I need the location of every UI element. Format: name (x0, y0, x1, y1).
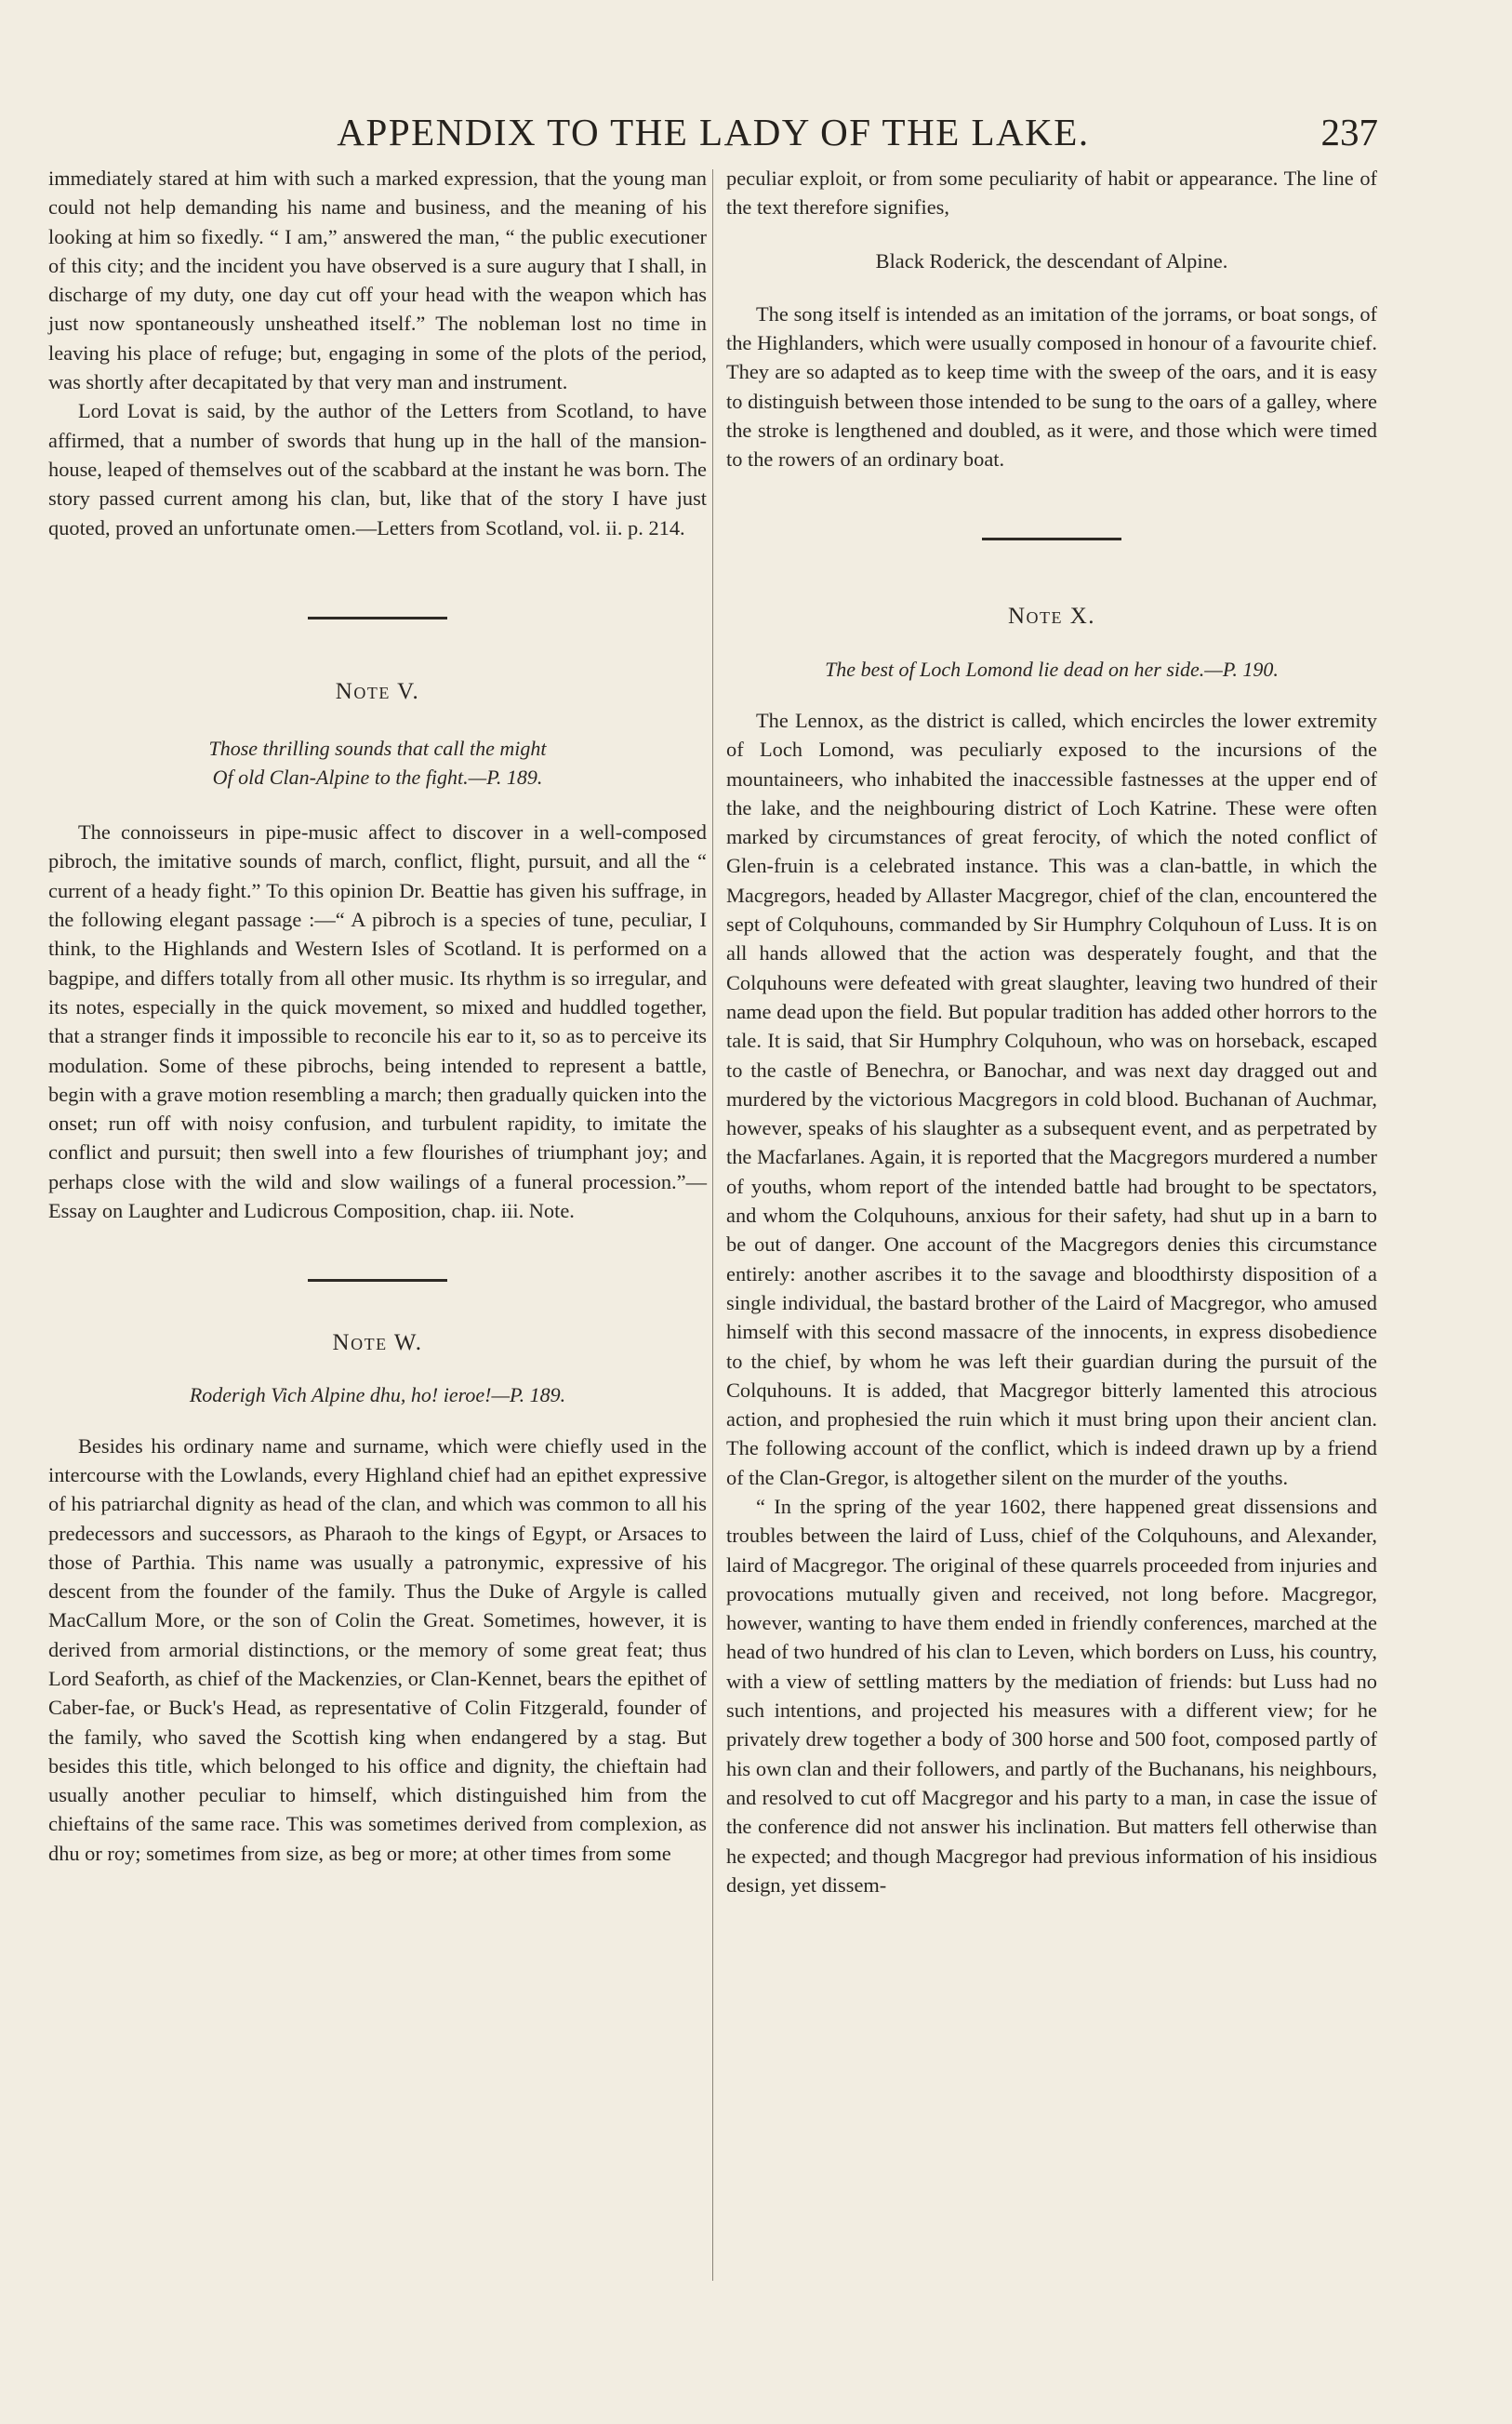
right-paragraph-2: The song itself is intended as an imitation of the jorrams, or boat songs, of the Highlanders, which were usually composed in honour of a favourite chief. They are so adapted as to keep time with the sweep of the oars, and it is easy to distinguish between those intended to be sung to the oars of a galley, where the stroke is lengthened and doubled, as it were, and those which were timed to the rowers of an ordinary boat. (726, 301, 1377, 472)
left-paragraph-1: immediately stared at him with such a marked expression, that the young man could not help demanding his name and business, and the meaning of his looking at him so fixedly. “ I am,” answered the man, “ the public executioner of this city; and the incident you have observed is a sure augury that I shall, in discharge of my duty, one day cut off your head with the weapon which has just now spontaneously unsheathed itself.” The nobleman lost no time in leaving his place of refuge; but, engaging in some of the plots of the period, was shortly after decapitated by that very man and instrument. (48, 166, 707, 394)
column-divider (712, 169, 713, 2281)
note-v-heading: Note V. (335, 678, 420, 704)
right-column (726, 164, 1377, 1899)
right-centered-line: Black Roderick, the descendant of Alpine. (875, 248, 1228, 273)
note-x-heading: Note X. (1007, 603, 1096, 629)
note-v-quote-line-2: Of old Clan-Alpine to the fight.—P. 189. (212, 766, 543, 790)
page-number: 237 (1320, 111, 1378, 153)
note-v-body: The connoisseurs in pipe-music affect to discover in a well-composed pibroch, the imitative sounds of march, conflict, flight, pursuit, and all the “ current of a heady fight.” To this opinion Dr. Beattie has given his suffrage, in the following elegant passage :—“ A pibroch is a species of tune, peculiar, I think, to the Highlands and Western Isles of Scotland. It is performed on a bagpipe, and differs totally from all other music. Its rhythm is so irregular, and its notes, especially in the quick movement, so mixed and huddled together, that a stranger finds it impossible to reconcile his ear to it, so as to perceive its modulation. Some of these pibrochs, being intended to represent a battle, begin with a grave motion resembling a march; then gradually quicken into the onset; run off with noisy confusion, and turbulent rapidity, to imitate the conflict and pursuit; then swell into a few flourishes of triumphant joy; and perhaps close with the wild and slow wailings of a funeral procession.”—Essay on Laughter and Ludicrous Composition, chap. iii. Note. (48, 820, 707, 1223)
right-paragraph-1: peculiar exploit, or from some peculiarity of habit or appearance. The line of the text therefore signifies, (726, 166, 1377, 220)
note-x-body-1: The Lennox, as the district is called, which encircles the lower extremity of Loch Lomond, was peculiarly exposed to the incursions of the mountaineers, who inhabited the inaccessible fastnesses at the upper end of the lake, and the neighbouring district of Loch Katrine. These were often marked by circumstances of great ferocity, of which the noted conflict of Glen-fruin is a celebrated instance. This was a clan-battle, in which the Macgregors, headed by Allaster Macgregor, chief of the clan, encountered the sept of Colquhouns, commanded by Sir Humphry Colquhoun of Luss. It is on all hands allowed that the action was desperately fought, and that the Colquhouns were defeated with great slaughter, leaving two hundred of their name dead upon the field. But popular tradition has added other horrors to the tale. It is said, that Sir Humphry Colquhoun, who was on horseback, escaped to the castle of Benechra, or Banochar, and was next day dragged out and murdered by the victorious Macgregors in cold blood. Buchanan of Auchmar, however, speaks of his slaughter as a subsequent event, and as perpetrated by the Macfarlanes. Again, it is reported that the Macgregors murdered a number of youths, whom report of the intended battle had brought to be spectators, and whom the Colquhouns, anxious for their safety, had shut up in a barn to be out of danger. One account of the Macgregors denies this circumstance entirely: another ascribes it to the savage and bloodthirsty disposition of a single individual, the bastard brother of the Laird of Macgregor, who amused himself with this second massacre of the innocents, in express disobedience to the chief, by whom he was left their guardian during the pursuit of the Colquhouns. It is added, that Macgregor bitterly lamented this atrocious action, and prophesied the ruin which it must bring upon their ancient clan. The following account of the conflict, which is indeed drawn up by a friend of the Clan-Gregor, is altogether silent on the murder of the youths. (726, 708, 1377, 1489)
note-w-quote-line: Roderigh Vich Alpine dhu, ho! ieroe!—P. 189. (189, 1382, 566, 1406)
left-paragraph-2: Lord Lovat is said, by the author of the Letters from Scotland, to have affirmed, that a number of swords that hung up in the hall of the mansion-house, leaped of themselves out of the scabbard at the instant he was born. The story passed current among his clan, but, like that of the story I have just quoted, proved an unfortunate omen.—Letters from Scotland, vol. ii. p. 214. (48, 399, 707, 539)
left-column (48, 164, 707, 1868)
running-head (48, 110, 1378, 153)
note-w-body: Besides his ordinary name and surname, which were chiefly used in the intercourse with the Lowlands, every Highland chief had an epithet expressive of his patriarchal dignity as head of the clan, and which was common to all his predecessors and successors, as Pharaoh to the kings of Egypt, or Arsaces to those of Parthia. This name was usually a patronymic, expressive of his descent from the founder of the family. Thus the Duke of Argyle is called MacCallum More, or the son of Colin the Great. Sometimes, however, it is derived from armorial distinctions, or the memory of some great feat; thus Lord Seaforth, as chief of the Mackenzies, or Clan-Kennet, bears the epithet of Caber-fae, or Buck's Head, as representative of Colin Fitzgerald, founder of the family, who saved the Scottish king when endangered by a stag. But besides this title, which belonged to his office and dignity, the chieftain had usually another peculiar to himself, which distinguished him from the chieftains of the same race. This was sometimes derived from complexion, as dhu or roy; sometimes from size, as beg or more; at other times from some (48, 1433, 707, 1865)
note-x-body-2: “ In the spring of the year 1602, there happened great dissensions and troubles between the laird of Luss, chief of the Colquhouns, and Alexander, laird of Macgregor. The original of these quarrels proceeded from injuries and provocations mutually given and received, not long before. Macgregor, however, wanting to have them ended in friendly conferences, marched at the head of two hundred of his clan to Leven, which borders on Luss, his country, with a view of settling matters by the mediation of friends: but Luss had no such intentions, and projected his measures with a different view; for he privately drew together a body of 300 horse and 500 foot, composed partly of his own clan and their followers, and partly of the Buchanans, his neighbours, and resolved to cut off Macgregor and his party to a man, in case the issue of the conference did not answer his inclination. But matters fell otherwise than he expected; and though Macgregor had previous information of his insidious design, yet dissem- (726, 1494, 1377, 1897)
running-title: APPENDIX TO THE LADY OF THE LAKE. (337, 111, 1090, 153)
note-w-heading: Note W. (332, 1330, 423, 1356)
note-x-quote-line: The best of Loch Lomond lie dead on her side.—P. 190. (825, 657, 1279, 681)
note-v-quote-line-1: Those thrilling sounds that call the might (208, 737, 547, 761)
